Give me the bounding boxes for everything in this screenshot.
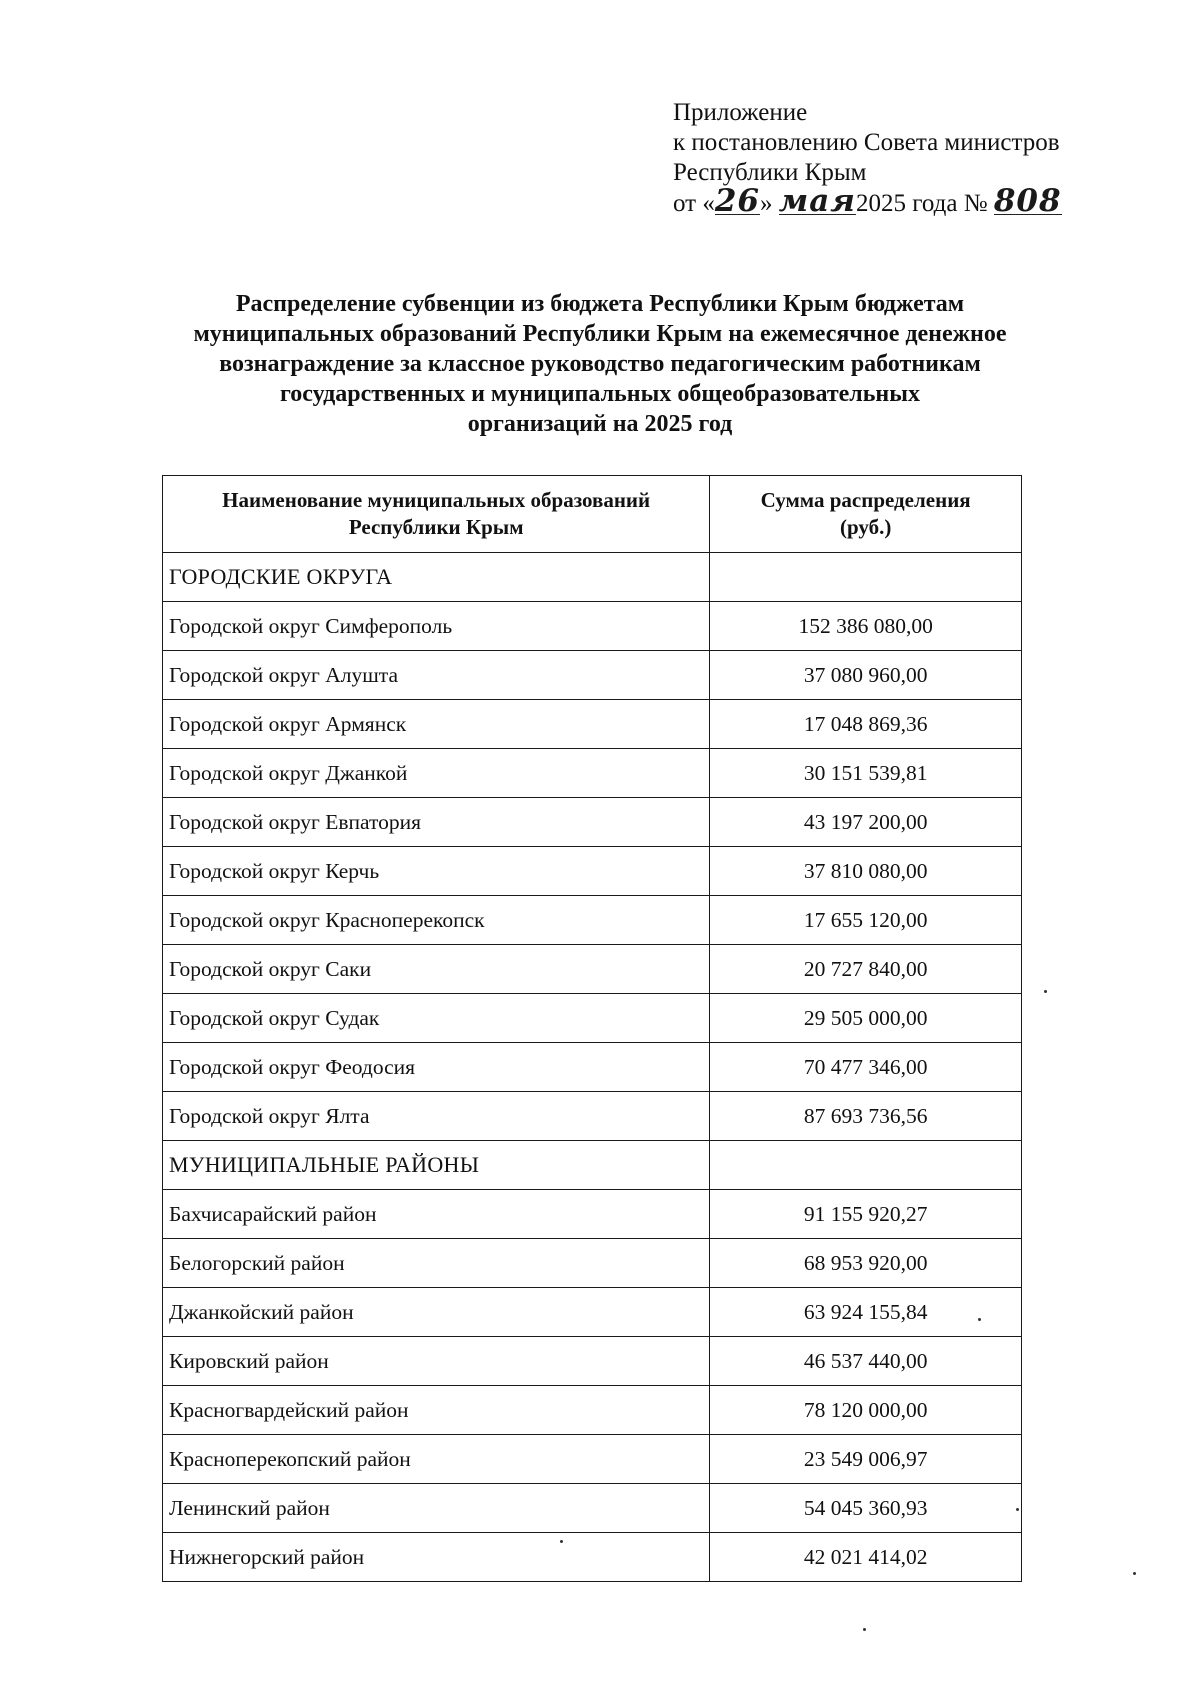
- row-name: Городской округ Красноперекопск: [163, 896, 710, 945]
- row-amount: 17 048 869,36: [710, 700, 1022, 749]
- scan-speck: [1133, 1572, 1136, 1575]
- document-title: [150, 289, 1050, 439]
- scan-speck: [863, 1628, 866, 1631]
- table-row: [163, 1533, 1022, 1582]
- title-line: муниципальных образований Республики Крым на ежемесячное денежное: [193, 321, 1007, 347]
- section-row-urban-districts: [163, 553, 1022, 602]
- date-prefix: от «: [673, 190, 715, 217]
- table-row: [163, 945, 1022, 994]
- handwritten-day: 26: [714, 183, 760, 219]
- header-name-line2: Республики Крым: [348, 515, 524, 539]
- table-row: [163, 1092, 1022, 1141]
- scan-speck: [1044, 990, 1047, 993]
- header-amount-line2: (руб.): [839, 515, 892, 539]
- row-name: Джанкойский район: [163, 1288, 710, 1337]
- handwritten-month: мая: [778, 183, 856, 219]
- row-name: Городской округ Армянск: [163, 700, 710, 749]
- row-amount: 37 080 960,00: [710, 651, 1022, 700]
- row-name: Красногвардейский район: [163, 1386, 710, 1435]
- row-name: Городской округ Саки: [163, 945, 710, 994]
- appendix-resolution: к постановлению Совета министров: [673, 129, 1060, 156]
- table-row: [163, 896, 1022, 945]
- scan-speck: [560, 1540, 563, 1543]
- section-label: МУНИЦИПАЛЬНЫЕ РАЙОНЫ: [163, 1141, 710, 1190]
- row-name: Ленинский район: [163, 1484, 710, 1533]
- row-amount: 43 197 200,00: [710, 798, 1022, 847]
- row-amount: 29 505 000,00: [710, 994, 1022, 1043]
- row-amount: 42 021 414,02: [710, 1533, 1022, 1582]
- table-row: [163, 1043, 1022, 1092]
- row-amount: 152 386 080,00: [710, 602, 1022, 651]
- table-row: [163, 1484, 1022, 1533]
- row-name: Красноперекопский район: [163, 1435, 710, 1484]
- row-name: Городской округ Судак: [163, 994, 710, 1043]
- row-amount: 30 151 539,81: [710, 749, 1022, 798]
- appendix-republic: Республики Крым: [673, 159, 867, 186]
- table-row: [163, 1337, 1022, 1386]
- table-row: [163, 1190, 1022, 1239]
- table-row: [163, 1386, 1022, 1435]
- row-name: Белогорский район: [163, 1239, 710, 1288]
- title-line: государственных и муниципальных общеобразовательных: [280, 381, 920, 407]
- header-name-line1: Наименование муниципальных образований: [222, 488, 651, 512]
- row-name: Городской округ Алушта: [163, 651, 710, 700]
- section-empty-cell: [710, 1141, 1022, 1190]
- section-row-municipal-districts: [163, 1141, 1022, 1190]
- title-line: Распределение субвенции из бюджета Республики Крым бюджетам: [235, 291, 965, 317]
- section-label: ГОРОДСКИЕ ОКРУГА: [163, 553, 710, 602]
- row-amount: 17 655 120,00: [710, 896, 1022, 945]
- table-row: [163, 651, 1022, 700]
- header-name: [163, 476, 710, 553]
- table-row: [163, 798, 1022, 847]
- date-year: 2025 года №: [855, 190, 988, 217]
- scan-speck: [978, 1318, 981, 1321]
- header-amount: [710, 476, 1022, 553]
- row-name: Городской округ Феодосия: [163, 1043, 710, 1092]
- table-header-row: [163, 476, 1022, 553]
- row-name: Городской округ Джанкой: [163, 749, 710, 798]
- row-amount: 20 727 840,00: [710, 945, 1022, 994]
- row-name: Городской округ Ялта: [163, 1092, 710, 1141]
- row-amount: 78 120 000,00: [710, 1386, 1022, 1435]
- row-name: Городской округ Симферополь: [163, 602, 710, 651]
- row-name: Городской округ Евпатория: [163, 798, 710, 847]
- table-row: [163, 994, 1022, 1043]
- row-amount: 68 953 920,00: [710, 1239, 1022, 1288]
- appendix-label: Приложение: [673, 99, 808, 126]
- row-amount: 54 045 360,93: [710, 1484, 1022, 1533]
- row-amount: 87 693 736,56: [710, 1092, 1022, 1141]
- row-name: Нижнегорский район: [163, 1533, 710, 1582]
- table-row: [163, 700, 1022, 749]
- distribution-table: [162, 475, 1022, 1582]
- row-amount: 91 155 920,27: [710, 1190, 1022, 1239]
- row-name: Бахчисарайский район: [163, 1190, 710, 1239]
- appendix-block: [673, 98, 1133, 219]
- table-row: [163, 847, 1022, 896]
- row-amount: 63 924 155,84: [710, 1288, 1022, 1337]
- title-line: организаций на 2025 год: [467, 411, 733, 437]
- row-amount: 70 477 346,00: [710, 1043, 1022, 1092]
- table-row: [163, 1435, 1022, 1484]
- row-amount: 23 549 006,97: [710, 1435, 1022, 1484]
- title-line: вознаграждение за классное руководство педагогическим работникам: [219, 351, 981, 377]
- header-amount-line1: Сумма распределения: [760, 488, 971, 512]
- row-amount: 37 810 080,00: [710, 847, 1022, 896]
- section-empty-cell: [710, 553, 1022, 602]
- appendix-date-line: [673, 183, 1133, 219]
- table-row: [163, 602, 1022, 651]
- row-amount: 46 537 440,00: [710, 1337, 1022, 1386]
- row-name: Городской округ Керчь: [163, 847, 710, 896]
- row-name: Кировский район: [163, 1337, 710, 1386]
- scan-speck: [1016, 1508, 1019, 1511]
- table-row: [163, 1239, 1022, 1288]
- table-row: [163, 749, 1022, 798]
- date-mid: »: [760, 190, 779, 217]
- table-row: [163, 1288, 1022, 1337]
- handwritten-number: 808: [993, 183, 1062, 219]
